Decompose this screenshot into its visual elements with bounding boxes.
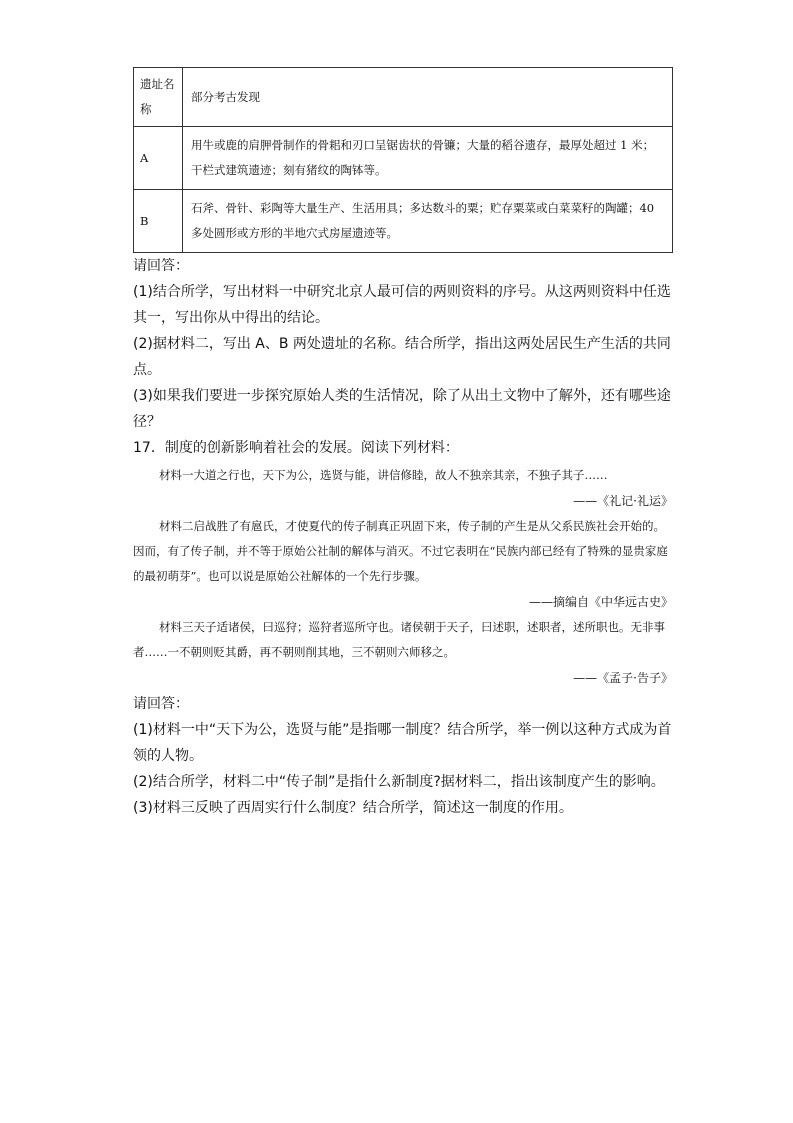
material-3-source: ——《孟子·告子》 (573, 671, 673, 685)
header-finds: 部分考古发现 (183, 68, 673, 127)
answer-prompt: 请回答： (133, 258, 189, 274)
table-header-row (134, 68, 673, 127)
sub-question: (1)材料一中“天下为公，选贤与能”是指哪一制度？结合所学，举一例以这种方式成为首领的人物。 (133, 722, 672, 764)
material-1: 材料一大道之行也，天下为公，选贤与能，讲信修睦，故人不独亲其亲，不独子其子…… (159, 468, 608, 482)
material-1-source: ——《礼记·礼运》 (573, 494, 673, 508)
content (133, 67, 673, 821)
sub-question: (3)材料三反映了西周实行什么制度？结合所学，简述这一制度的作用。 (133, 800, 573, 816)
question-16-answers (133, 253, 673, 435)
sub-question: (2)结合所学，材料二中“传子制”是指什么新制度?据材料二，指出该制度产生的影响。 (133, 774, 665, 790)
question-17 (133, 435, 673, 821)
table-row (134, 127, 673, 190)
sub-question: (2)据材料二，写出 A、B 两处遗址的名称。结合所学，指出这两处居民生产生活的共同点。 (133, 336, 671, 378)
material-3: 材料三天子适诸侯，曰巡狩；巡狩者巡所守也。诸侯朝于天子，曰述职，述职者，述所职也。无非事者……一不朝则贬其爵，再不朝则削其地，三不朝则六师移之。 (133, 620, 665, 659)
material-2: 材料二启战胜了有扈氏，才使夏代的传子制真正巩固下来，传子制的产生是从父系民族社会开始的。因而，有了传子制，并不等于原始公社制的解体与消灭。不过它表明在“民族内部已经有了特殊的显贵家庭的最初萌芽”。也可以说是原始公社解体的一个先行步骤。 (133, 519, 668, 583)
answer-prompt: 请回答： (133, 696, 189, 712)
sub-question: (1)结合所学，写出材料一中研究北京人最可信的两则资料的序号。从这两则资料中任选其一，写出你从中得出的结论。 (133, 284, 671, 326)
archaeology-table (133, 67, 673, 253)
header-site-name: 遗址名称 (134, 68, 183, 127)
site-finds: 用牛或鹿的肩胛骨制作的骨耜和刃口呈锯齿状的骨镰；大量的稻谷遗存，最厚处超过 1 米；干栏式建筑遗迹；刻有猪纹的陶钵等。 (183, 127, 673, 190)
question-title: 17．制度的创新影响着社会的发展。阅读下列材料： (133, 440, 459, 456)
site-finds: 石斧、骨针、彩陶等大量生产、生活用具；多达数斗的粟；贮存粟菜或白菜菜籽的陶罐；40 多处圆形或方形的半地穴式房屋遗迹等。 (183, 190, 673, 253)
site-name: B (134, 190, 183, 253)
sub-question: (3)如果我们要进一步探究原始人类的生活情况，除了从出土文物中了解外，还有哪些途径？ (133, 388, 671, 430)
material-2-source: ——摘编自《中华远古史》 (528, 595, 673, 609)
site-name: A (134, 127, 183, 190)
table-row (134, 190, 673, 253)
